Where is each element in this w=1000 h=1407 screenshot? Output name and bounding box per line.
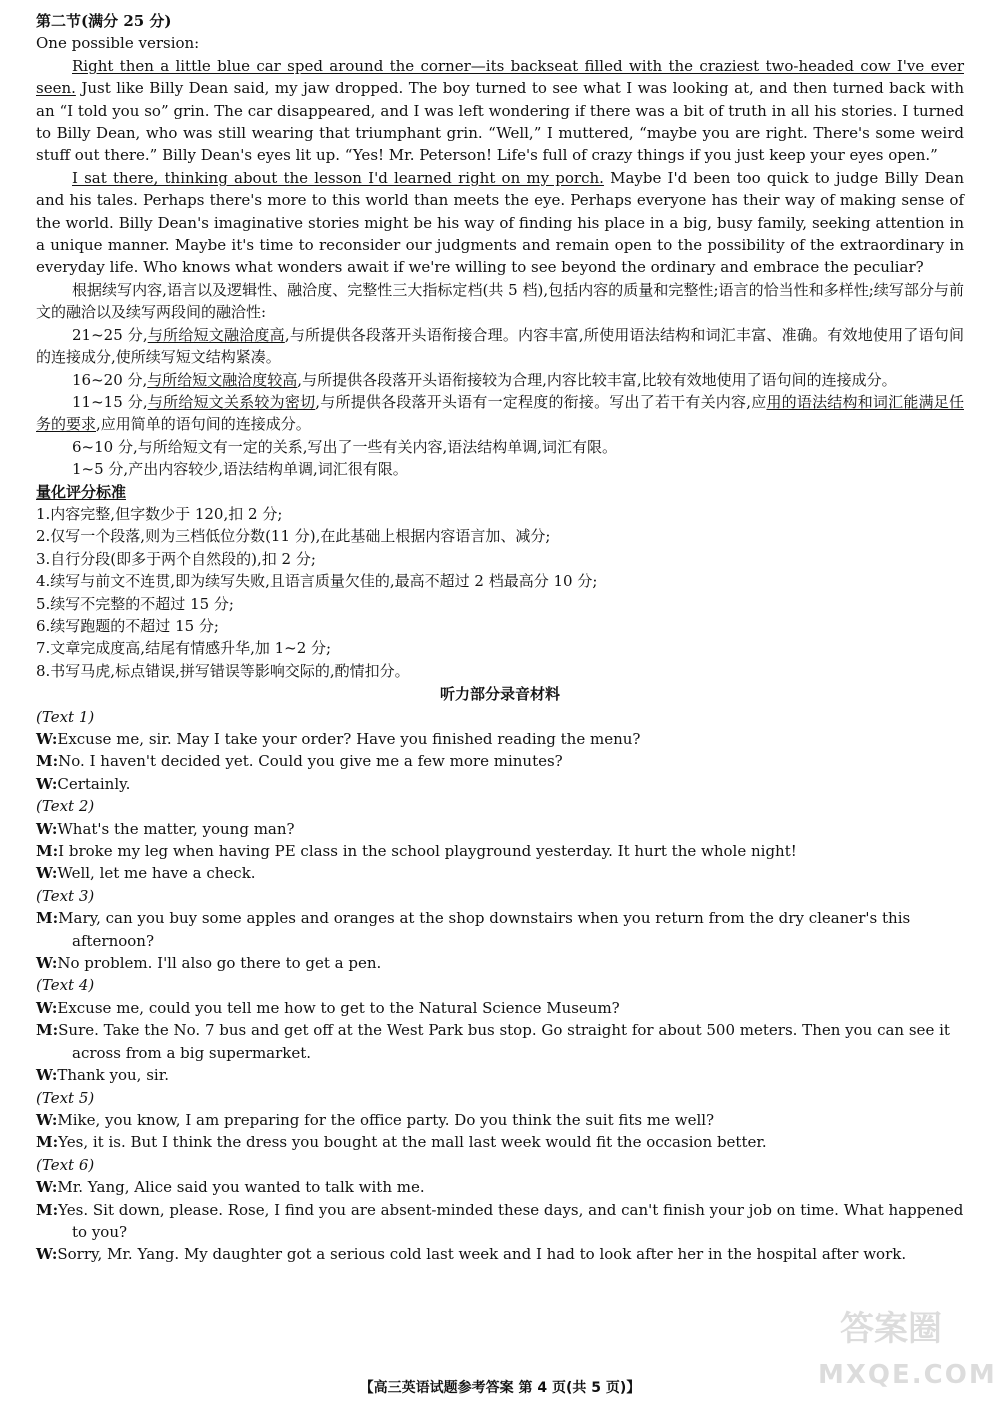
utterance: No. I haven't decided yet. Could you give me a few more minutes? <box>58 752 563 771</box>
dialogue-line <box>36 1131 964 1153</box>
essay-p2-body: Maybe I'd been too quick to judge Billy Dean and his tales. Perhaps there's more to this world than meets the eye. Perhaps everyone has their way of making sense of the world. Billy Dean's imaginative stories might be his way of finding his place in a big, busy family, seeking attention in a unique manner. Maybe it's time to reconsider our judgments and remain open to the possibility of the extraordinary in everyday life. Who knows what wonders await if we're willing to see beyond the ordinary and embrace the peculiar? <box>36 168 965 277</box>
text-label: (Text 1) <box>36 707 95 726</box>
criteria-list <box>36 503 964 682</box>
band-3-mid: ,与所提供各段落开头语有一定程度的衔接。写出了若干有关内容,应 <box>315 392 767 411</box>
criteria-item: 7.文章完成度高,结尾有情感升华,加 1~2 分; <box>36 639 332 658</box>
utterance: Mike, you know, I am preparing for the office party. Do you think the suit fits me well? <box>57 1110 715 1129</box>
speaker: W: <box>36 774 58 793</box>
utterance: Certainly. <box>57 774 131 793</box>
text-label: (Text 6) <box>36 1155 95 1174</box>
utterance: I broke my leg when having PE class in the school playground yesterday. It hurt the whole night! <box>58 842 797 861</box>
watermark-bottom: MXQE.COM <box>818 1360 997 1390</box>
speaker: W: <box>36 1178 58 1197</box>
text-label: (Text 5) <box>36 1088 95 1107</box>
utterance: Mr. Yang, Alice said you wanted to talk with me. <box>57 1178 425 1197</box>
speaker: W: <box>36 998 58 1017</box>
band-1-desc: ,与所提供各段落开头语衔接合理。内容丰富,所使用语法结构和词汇丰富、准确。有效地使用了语句间的连接成分,使所续写短文结构紧凑。 <box>36 325 964 367</box>
dialogue-line <box>36 1019 964 1064</box>
speaker: W: <box>36 954 58 973</box>
band-3-desc: ,应用简单的语句间的连接成分。 <box>96 415 311 434</box>
essay-p1-body: Just like Billy Dean said, my jaw dropped. The boy turned to see what I was looking at, and then turned back with an “I told you so” grin. The car disappeared, and I was left wondering if there was a bit of truth in all his stories. I turned to Billy Dean, who was still wearing that triumphant grin. “Well,” I muttered, “maybe you are right. There's some weird stuff out there.” Billy Dean's eyes lit up. “Yes! Mr. Peterson! Life's full of crazy things if you just keep your eyes open.” <box>36 79 964 165</box>
band-3-key: 与所给短文关系较为密切 <box>147 392 316 411</box>
dialogue-line <box>36 728 964 750</box>
utterance: Thank you, sir. <box>57 1066 169 1085</box>
utterance: Mary, can you buy some apples and oranges at the shop downstairs when you return from the dry cleaner's this afternoon? <box>58 909 911 950</box>
grading-band-5: 1~5 分,产出内容较少,语法结构单调,词汇很有限。 <box>72 460 408 479</box>
utterance: Excuse me, could you tell me how to get to the Natural Science Museum? <box>57 998 620 1017</box>
utterance: What's the matter, young man? <box>57 819 295 838</box>
essay-p1-opening: Right then a little blue car sped around the corner—its backseat filled with the craziest two-headed cow I've ever seen. <box>36 56 964 98</box>
criteria-title: 量化评分标准 <box>36 482 127 501</box>
dialogue-line <box>36 818 964 840</box>
grading-band-2 <box>36 369 964 391</box>
criteria-item: 4.续写与前文不连贯,即为续写失败,且语言质量欠佳的,最高不超过 2 档最高分 10 分; <box>36 572 598 591</box>
dialogue-line <box>36 1243 964 1265</box>
speaker: W: <box>36 1245 58 1264</box>
dialogue-line <box>36 997 964 1019</box>
text-label: (Text 2) <box>36 797 95 816</box>
grading-band-1 <box>36 324 964 369</box>
criteria-item: 1.内容完整,但字数少于 120,扣 2 分; <box>36 504 283 523</box>
text-label: (Text 3) <box>36 886 95 905</box>
listening-title: 听力部分录音材料 <box>439 685 560 704</box>
band-2-key: 与所给短文融洽度较高 <box>147 370 298 389</box>
speaker: W: <box>36 1066 58 1085</box>
essay-paragraph-1 <box>36 55 964 167</box>
utterance: No problem. I'll also go there to get a pen. <box>57 954 382 973</box>
speaker: W: <box>36 1110 58 1129</box>
speaker: M: <box>36 1133 59 1152</box>
grading-intro: 根据续写内容,语言以及逻辑性、融洽度、完整性三大指标定档(共 5 档),包括内容的质量和完整性;语言的恰当性和多样性;续写部分与前文的融洽以及续写两段间的融洽性: <box>36 280 964 322</box>
page-footer: 【高三英语试题参考答案 第 4 页(共 5 页)】 <box>359 1380 641 1396</box>
essay-paragraph-2 <box>36 167 964 279</box>
essay-p2-opening: I sat there, thinking about the lesson I'd learned right on my porch. <box>72 168 604 187</box>
speaker: M: <box>36 842 59 861</box>
criteria-item: 8.书写马虎,标点错误,拼写错误等影响交际的,酌情扣分。 <box>36 661 410 680</box>
band-2-desc: ,与所提供各段落开头语衔接较为合理,内容比较丰富,比较有效地使用了语句间的连接成分。 <box>297 370 897 389</box>
band-3-range: 11~15 分, <box>72 392 148 411</box>
criteria-item: 2.仅写一个段落,则为三档低位分数(11 分),在此基础上根据内容语言加、减分; <box>36 527 551 546</box>
utterance: Sorry, Mr. Yang. My daughter got a serious cold last week and I had to look after her in the hospital after work. <box>57 1245 907 1264</box>
speaker: W: <box>36 864 58 883</box>
dialogue-line <box>36 1109 964 1131</box>
band-2-range: 16~20 分, <box>72 370 148 389</box>
dialogue-line <box>36 750 964 772</box>
utterance: Excuse me, sir. May I take your order? Have you finished reading the menu? <box>57 730 641 748</box>
section-heading: 第二节(满分 25 分) <box>36 12 172 30</box>
watermark-top: 答案圈 <box>840 1309 942 1349</box>
dialogue-line <box>36 773 964 795</box>
criteria-item: 6.续写跑题的不超过 15 分; <box>36 616 219 635</box>
dialogue-line <box>36 907 964 952</box>
grading-band-3 <box>36 391 964 436</box>
dialogue-line <box>36 1176 964 1198</box>
speaker: W: <box>36 730 58 748</box>
utterance: Sure. Take the No. 7 bus and get off at the West Park bus stop. Go straight for about 500 meters. Then you can see it across from a big supermarket. <box>58 1021 950 1062</box>
grading-band-4: 6~10 分,与所给短文有一定的关系,写出了一些有关内容,语法结构单调,词汇有限。 <box>72 437 618 456</box>
speaker: M: <box>36 909 59 928</box>
speaker: M: <box>36 752 59 771</box>
listening-transcripts <box>36 706 964 1266</box>
criteria-item: 5.续写不完整的不超过 15 分; <box>36 594 234 613</box>
speaker: W: <box>36 819 58 838</box>
criteria-item: 3.自行分段(即多于两个自然段的),扣 2 分; <box>36 549 316 568</box>
dialogue-line <box>36 952 964 974</box>
text-label: (Text 4) <box>36 976 95 995</box>
version-label: One possible version: <box>36 34 200 53</box>
dialogue-line <box>36 840 964 862</box>
band-1-range: 21~25 分, <box>72 325 148 344</box>
utterance: Well, let me have a check. <box>57 864 256 883</box>
speaker: M: <box>36 1021 59 1040</box>
utterance: Yes. Sit down, please. Rose, I find you are absent-minded these days, and can't finish your job on time. What happened to you? <box>58 1200 964 1241</box>
band-1-key: 与所给短文融洽度高 <box>147 325 285 344</box>
speaker: M: <box>36 1200 59 1219</box>
dialogue-line <box>36 862 964 884</box>
band-3-key-2: 用的语法结构和词汇能满足任务的要求 <box>36 392 964 434</box>
dialogue-line <box>36 1064 964 1086</box>
utterance: Yes, it is. But I think the dress you bought at the mall last week would fit the occasion better. <box>58 1133 767 1152</box>
dialogue-line <box>36 1199 964 1244</box>
